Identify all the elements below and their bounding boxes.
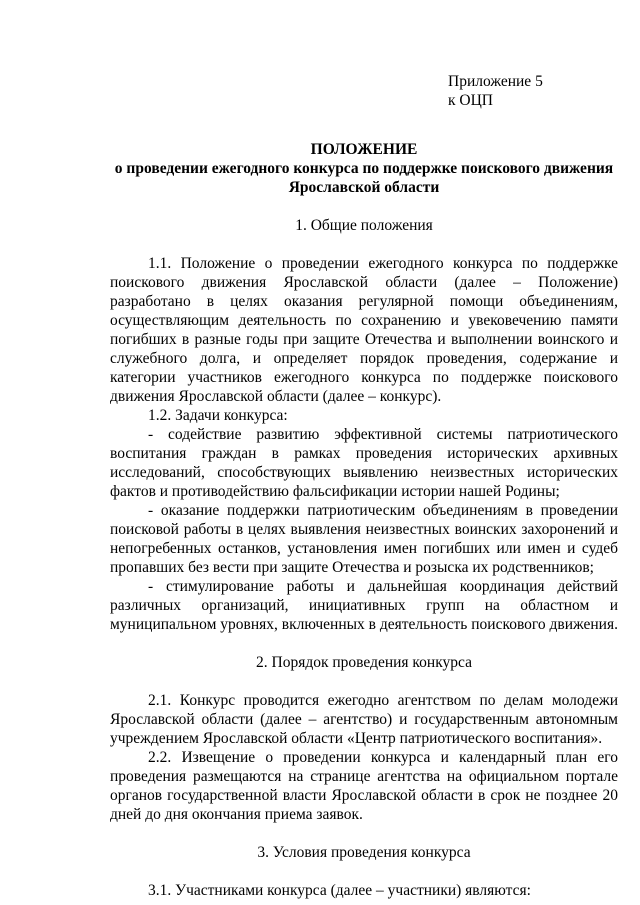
section-1-paragraph-3: - содействие развитию эффективной системы патриотического воспитания граждан в рамках проведения исторических архивных исследований, способствующих выявлению неизвестных исторических фактов и противодействию фальсификации истории нашей Родины; (110, 426, 618, 500)
section-1-paragraph-4: - оказание поддержки патриотическим объединениям в проведении поисковой работы в целях выявления неизвестных воинских захоронений и непогребенных останков, установления имен погибших или имен и судеб пропавших без вести при защите Отечества и розыска их родственников; (110, 502, 618, 576)
document-title (110, 140, 618, 197)
section-1-paragraph-5: - стимулирование работы и дальнейшая координация действий различных организаций, инициативных групп на областном и муниципальном уровнях, включенных в деятельность поискового движения. (110, 578, 618, 633)
section-3-paragraph-1: 3.1. Участниками конкурса (далее – участники) являются: (148, 882, 531, 899)
section-3-heading: 3. Условия проведения конкурса (257, 844, 471, 861)
title-line-1: ПОЛОЖЕНИЕ (310, 141, 418, 158)
section-2-paragraph-1: 2.1. Конкурс проводится ежегодно агентством по делам молодежи Ярославской области (далее – агентство) и государственным автономным учреждением Ярославской области «Центр патриотического воспитания». (110, 692, 618, 747)
title-line-2: о проведении ежегодного конкурса по поддержке поискового движения (114, 160, 614, 177)
document-body (110, 140, 618, 900)
appendix-note (448, 72, 543, 110)
title-line-3: Ярославской области (288, 179, 440, 196)
section-2-heading: 2. Порядок проведения конкурса (256, 654, 472, 671)
section-2-paragraph-2: 2.2. Извещение о проведении конкурса и календарный план его проведения размещаются на странице агентства на официальном портале органов государственной власти Ярославской области в срок не позднее 20 дней до дня окончания приема заявок. (110, 749, 618, 823)
appendix-line-2: к ОЦП (448, 92, 493, 109)
section-1-heading: 1. Общие положения (295, 217, 433, 234)
section-1-paragraph-2: 1.2. Задачи конкурса: (148, 407, 288, 424)
section-1-paragraph-1: 1.1. Положение о проведении ежегодного конкурса по поддержке поискового движения Ярославской области (далее – Положение) разработано в целях оказания регулярной помощи объединениям, осуществляющим деятельность по сохранению и увековечению памяти погибших в разные годы при защите Отечества и выполнении воинского и служебного долга, и определяет порядок проведения, содержание и категории участников ежегодного конкурса по поддержке поискового движения Ярославской области (далее – конкурс). (110, 255, 618, 405)
appendix-line-1: Приложение 5 (448, 73, 543, 90)
